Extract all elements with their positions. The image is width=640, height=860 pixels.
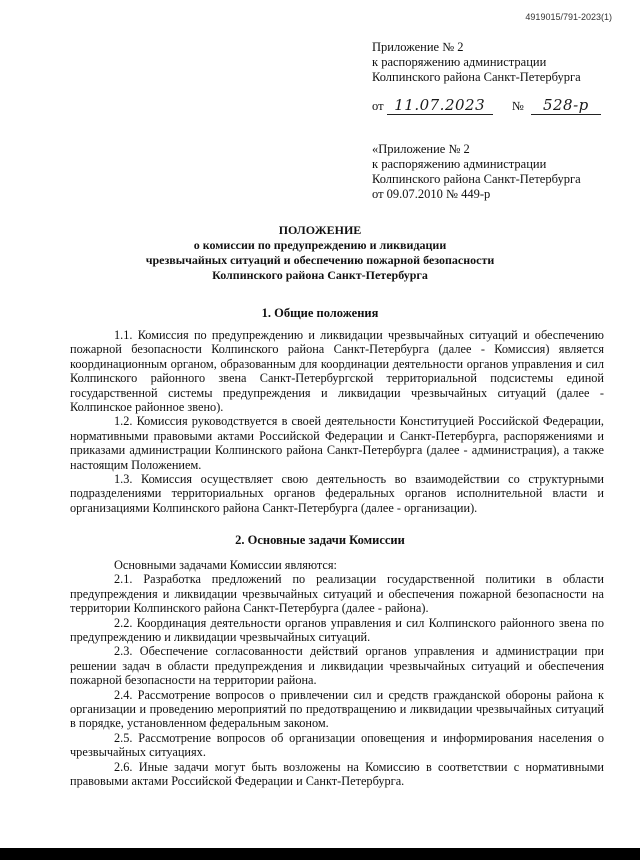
paragraph: 2.2. Координация деятельности органов управления и сил Колпинского районного звена по предупреждению и ликвидации чрезвычайных ситуаций. xyxy=(70,615,604,645)
title-line: Колпинского района Санкт-Петербурга xyxy=(212,268,428,282)
paragraph: Основными задачами Комиссии являются: xyxy=(114,558,337,572)
paragraph: 2.1. Разработка предложений по реализации государственной политики в области предупреждения и ликвидации чрезвычайных ситуаций и обеспечения пожарной безопасности на территории Колпинского района Санкт-Петербурга (далее - района). xyxy=(70,572,604,616)
title-line: ПОЛОЖЕНИЕ xyxy=(278,223,362,237)
appendix-quote-line: к распоряжению администрации xyxy=(372,157,547,171)
document-title xyxy=(0,223,640,283)
number-prefix: № xyxy=(511,99,524,113)
appendix-header-line: Колпинского района Санкт-Петербурга xyxy=(372,70,581,84)
paragraph: 2.3. Обеспечение согласованности действий органов управления и администрации при решении задач в области предупреждения и ликвидации чрезвычайных ситуаций и обеспечения пожарной безопасности на территории района. xyxy=(70,644,604,688)
paragraph: 1.1. Комиссия по предупреждению и ликвидации чрезвычайных ситуаций и обеспечению пожарной безопасности Колпинского района Санкт-Петербурга (далее - Комиссия) является координационным органом, образованным для координации деятельности органов управления и сил Колпинского районного звена Санкт-Петербургской территориальной подсистемы единой государственной системы предупреждения и ликвидации чрезвычайных ситуаций (далее - Колпинское районное звено). xyxy=(70,328,604,415)
section-2-body xyxy=(70,558,604,789)
paragraph: 1.3. Комиссия осуществляет свою деятельность во взаимодействии со структурными подразделениями территориальных органов федеральных органов исполнительной власти и организациями Колпинского района Санкт-Петербурга (далее - организации). xyxy=(70,472,604,515)
appendix-quote-line: «Приложение № 2 xyxy=(372,142,470,156)
document-id: 4919015/791-2023(1) xyxy=(525,12,612,22)
appendix-header xyxy=(372,40,581,85)
scan-border xyxy=(0,848,640,860)
appendix-quote xyxy=(372,142,581,202)
appendix-header-line: к распоряжению администрации xyxy=(372,55,547,69)
paragraph: 2.5. Рассмотрение вопросов об организации оповещения и информирования населения о чрезвычайных ситуациях. xyxy=(70,730,604,760)
section-heading: 2. Основные задачи Комиссии xyxy=(235,533,405,547)
appendix-header-line: Приложение № 2 xyxy=(372,40,464,54)
paragraph: 1.2. Комиссия руководствуется в своей деятельности Конституцией Российской Федерации, нормативными правовыми актами Российской Федерации и Санкт-Петербурга, распоряжениями и приказами администрации Колпинского района Санкт-Петербурга (далее - администрация), а также настоящим Положением. xyxy=(70,414,604,472)
title-line: чрезвычайных ситуаций и обеспечению пожарной безопасности xyxy=(145,253,495,267)
section-heading: 1. Общие положения xyxy=(261,306,379,320)
section-1-body xyxy=(70,328,604,515)
paragraph: 2.4. Рассмотрение вопросов о привлечении сил и средств гражданской обороны района к организации и проведению мероприятий по предотвращению и ликвидации чрезвычайных ситуаций в порядке, установленном федеральным законом. xyxy=(70,687,604,731)
handwritten-number: 528-р xyxy=(531,96,601,115)
paragraph: 2.6. Иные задачи могут быть возложены на Комиссию в соответствии с нормативными правовыми актами Российской Федерации и Санкт-Петербурга. xyxy=(70,759,604,789)
appendix-quote-line: от 09.07.2010 № 449-р xyxy=(372,187,491,201)
order-date-number-line xyxy=(372,96,601,115)
handwritten-date: 11.07.2023 xyxy=(387,96,493,115)
date-prefix: от xyxy=(372,99,384,113)
appendix-quote-line: Колпинского района Санкт-Петербурга xyxy=(372,172,581,186)
title-line: о комиссии по предупреждению и ликвидации xyxy=(193,238,447,252)
